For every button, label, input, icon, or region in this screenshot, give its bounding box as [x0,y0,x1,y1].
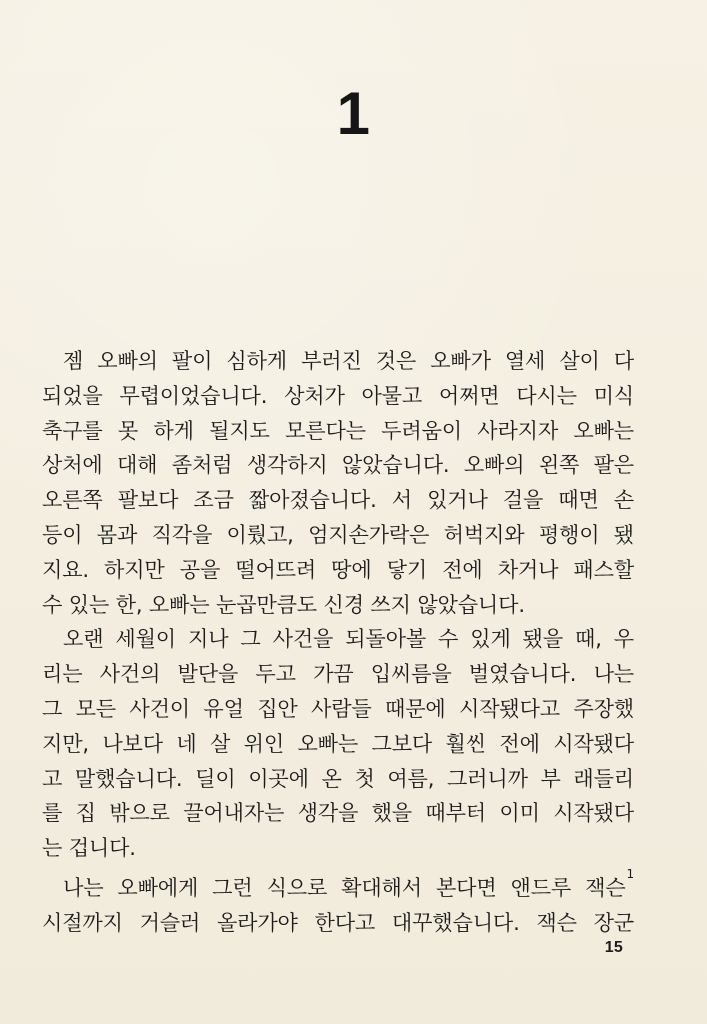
text-line-content: 나는 오빠에게 그런 식으로 확대해서 본다면 앤드루 잭슨 [63,874,626,900]
page-number: 15 [604,939,623,956]
text-line: 등이 몸과 직각을 이뤘고, 엄지손가락은 허벅지와 평행이 됐 [42,521,634,547]
text-line: 지요. 하지만 공을 떨어뜨려 땅에 닿기 전에 차거나 패스할 [42,556,634,582]
footnote-marker: 1 [626,866,634,881]
text-line: 고 말했습니다. 딜이 이곳에 온 첫 여름, 그러니까 부 래들리 [42,765,634,791]
text-line: 는 겁니다. [42,835,136,861]
text-line: 수 있는 한, 오빠는 눈곱만큼도 신경 쓰지 않았습니다. [42,591,525,617]
text-line: 상처에 대해 좀처럼 생각하지 않았습니다. 오빠의 왼쪽 팔은 [42,452,634,478]
text-line [42,866,634,906]
chapter-body [42,344,634,941]
text-line: 오른쪽 팔보다 조금 짧아졌습니다. 서 있거나 걸을 때면 손 [42,487,634,513]
text-line: 시절까지 거슬러 올라가야 한다고 대꾸했습니다. 잭슨 장군 [42,909,634,935]
paragraph-1 [42,344,634,622]
text-line: 되었을 무렵이었습니다. 상처가 아물고 어쩌면 다시는 미식 [42,382,634,408]
text-line: 축구를 못 하게 될지도 모른다는 두려움이 사라지자 오빠는 [42,417,634,443]
chapter-number: 1 [336,80,371,147]
text-line: 지만, 나보다 네 살 위인 오빠는 그보다 훨씬 전에 시작됐다 [42,730,634,756]
text-line: 오랜 세월이 지나 그 사건을 되돌아볼 수 있게 됐을 때, 우 [63,626,634,652]
text-line: 그 모든 사건이 유얼 집안 사람들 때문에 시작됐다고 주장했 [42,695,634,721]
paragraph-3 [42,866,634,941]
text-line: 젬 오빠의 팔이 심하게 부러진 것은 오빠가 열세 살이 다 [63,348,634,373]
paragraph-2 [42,622,634,866]
text-line: 를 집 밖으로 끌어내자는 생각을 했을 때부터 이미 시작됐다 [42,800,634,826]
text-line: 리는 사건의 발단을 두고 가끔 입씨름을 벌였습니다. 나는 [42,661,634,687]
